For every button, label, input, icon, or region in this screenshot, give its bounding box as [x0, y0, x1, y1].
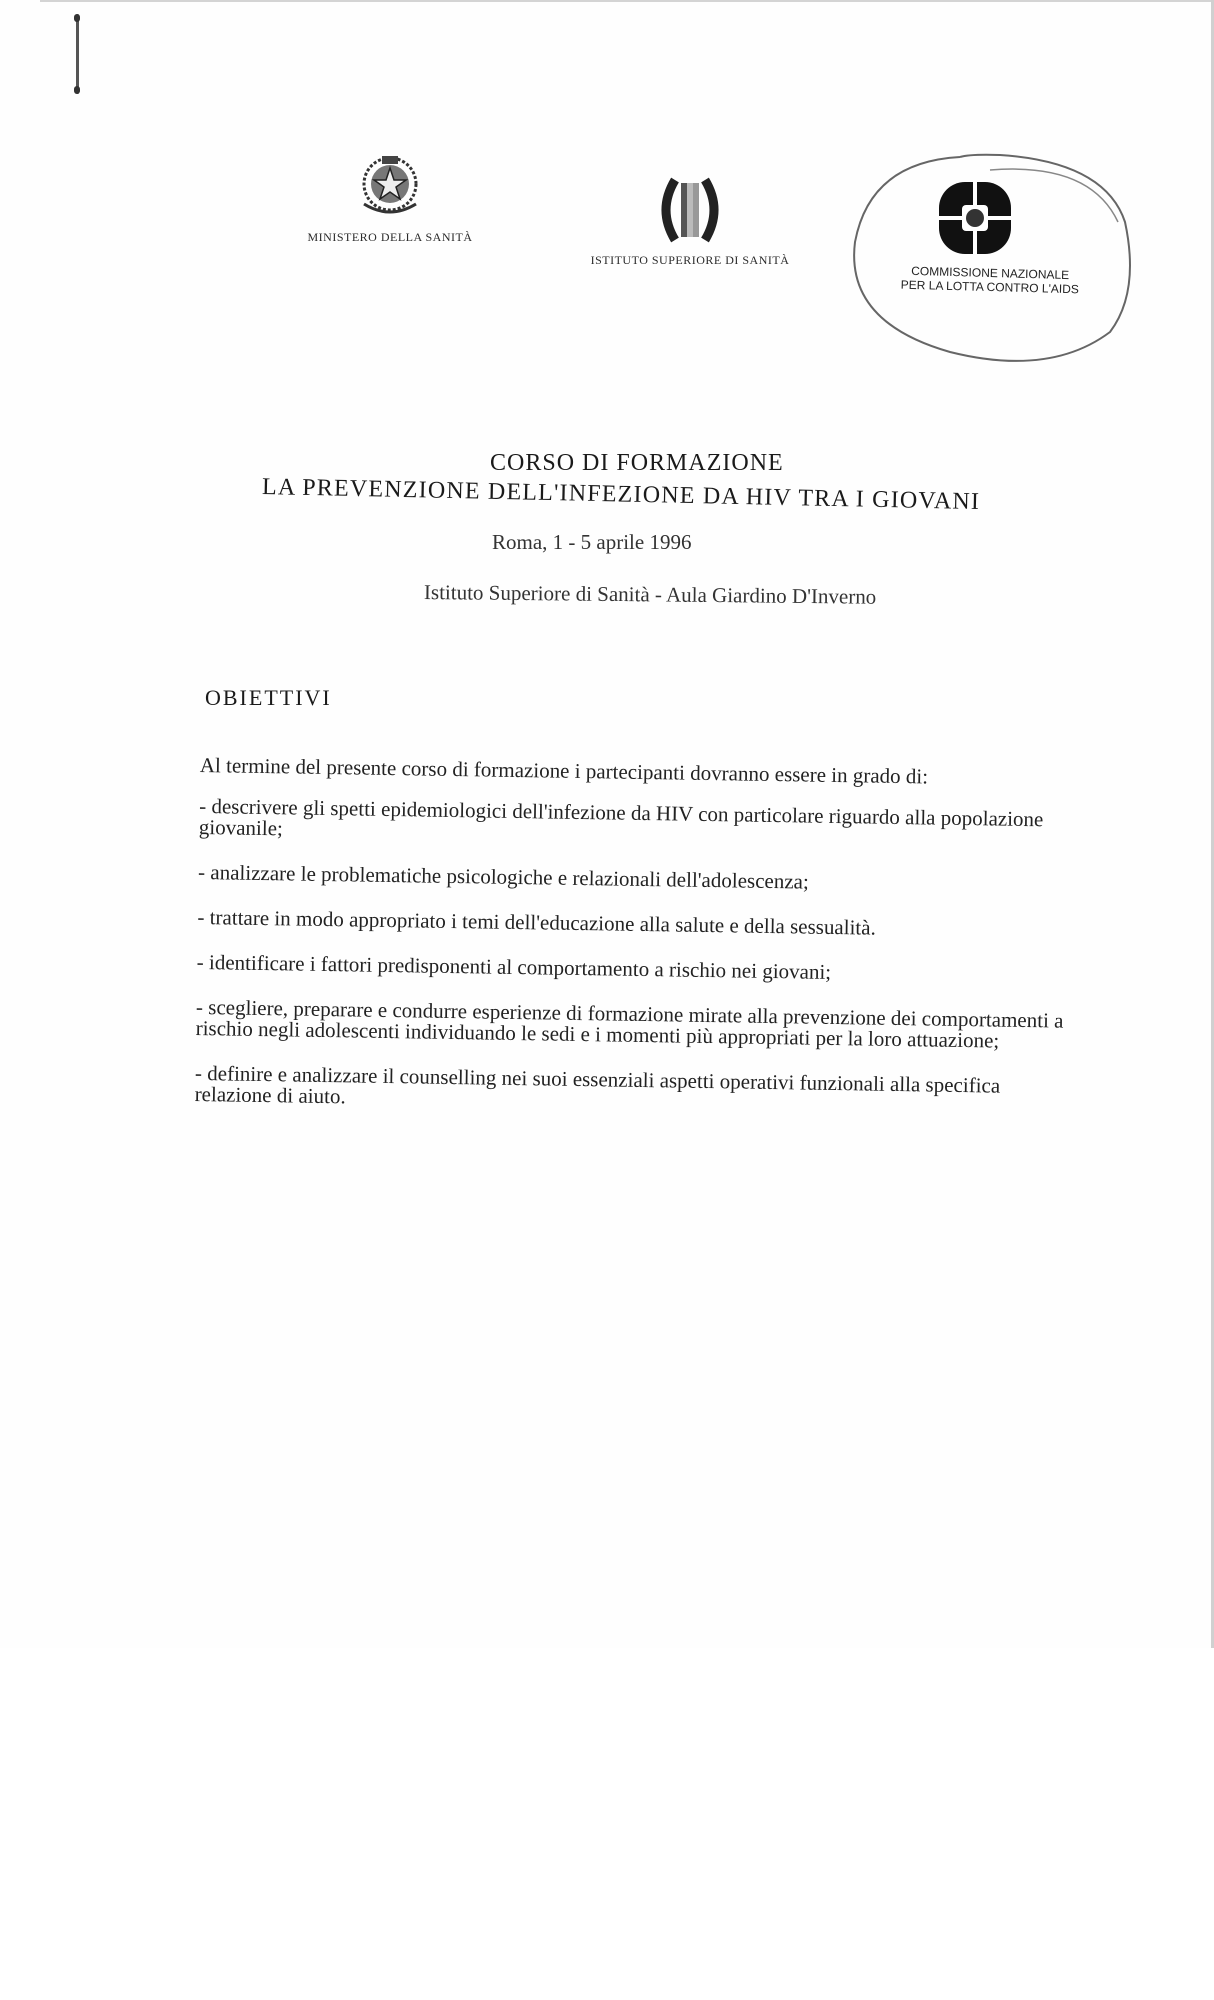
commissione-logo	[840, 152, 1140, 382]
commissione-caption-line1: COMMISSIONE NAZIONALE	[911, 263, 1070, 283]
iss-emblem-icon	[645, 175, 735, 245]
objective-item: - analizzare le problematiche psicologiche e relazionali dell'adolescenza;	[197, 859, 809, 894]
commissione-caption-line2: PER LA LOTTA CONTRO L'AIDS	[900, 277, 1080, 297]
page-top-edge	[40, 0, 1214, 2]
objectives-body	[194, 755, 1080, 1143]
objective-item: - definire e analizzare il counselling nei suoi essenziali aspetti operativi funzionali alla specifica relazione di aiuto.	[194, 1060, 1001, 1109]
ministero-logo	[280, 148, 500, 245]
objective-item: - descrivere gli spetti epidemiologici dell'infezione da HIV con particolare riguardo alla popolazione giovanile;	[198, 793, 1044, 841]
course-date: Roma, 1 - 5 aprile 1996	[492, 530, 692, 554]
objectives-intro: Al termine del presente corso di formazione i partecipanti dovranno essere in grado di:	[199, 753, 929, 789]
course-type: CORSO DI FORMAZIONE	[490, 450, 784, 476]
objective-item: - scegliere, preparare e condurre esperienze di formazione mirate alla prevenzione dei comportamenti a rischio negli adolescenti individuando le sedi e i momenti più appropriati per la loro attuazione;	[195, 994, 1064, 1053]
section-heading: OBIETTIVI	[205, 685, 332, 710]
course-title: LA PREVENZIONE DELL'INFEZIONE DA HIV TRA I GIOVANI	[261, 474, 981, 516]
istituto-caption: ISTITUTO SUPERIORE DI SANITÀ	[590, 253, 790, 267]
binding-clip-mark	[76, 14, 79, 94]
objective-item: - identificare i fattori predisponenti al comportamento a rischio nei giovani;	[196, 949, 832, 984]
ministero-caption: MINISTERO DELLA SANITÀ	[307, 230, 473, 244]
italian-emblem-icon	[350, 148, 430, 220]
course-venue: Istituto Superiore di Sanità - Aula Giardino D'Inverno	[423, 580, 877, 609]
cnla-emblem-icon	[935, 178, 1015, 258]
objective-item: - trattare in modo appropriato i temi dell'educazione alla salute e della sessualità.	[197, 904, 877, 940]
istituto-logo	[565, 175, 815, 268]
blank-area-below-page	[0, 1648, 1214, 2000]
